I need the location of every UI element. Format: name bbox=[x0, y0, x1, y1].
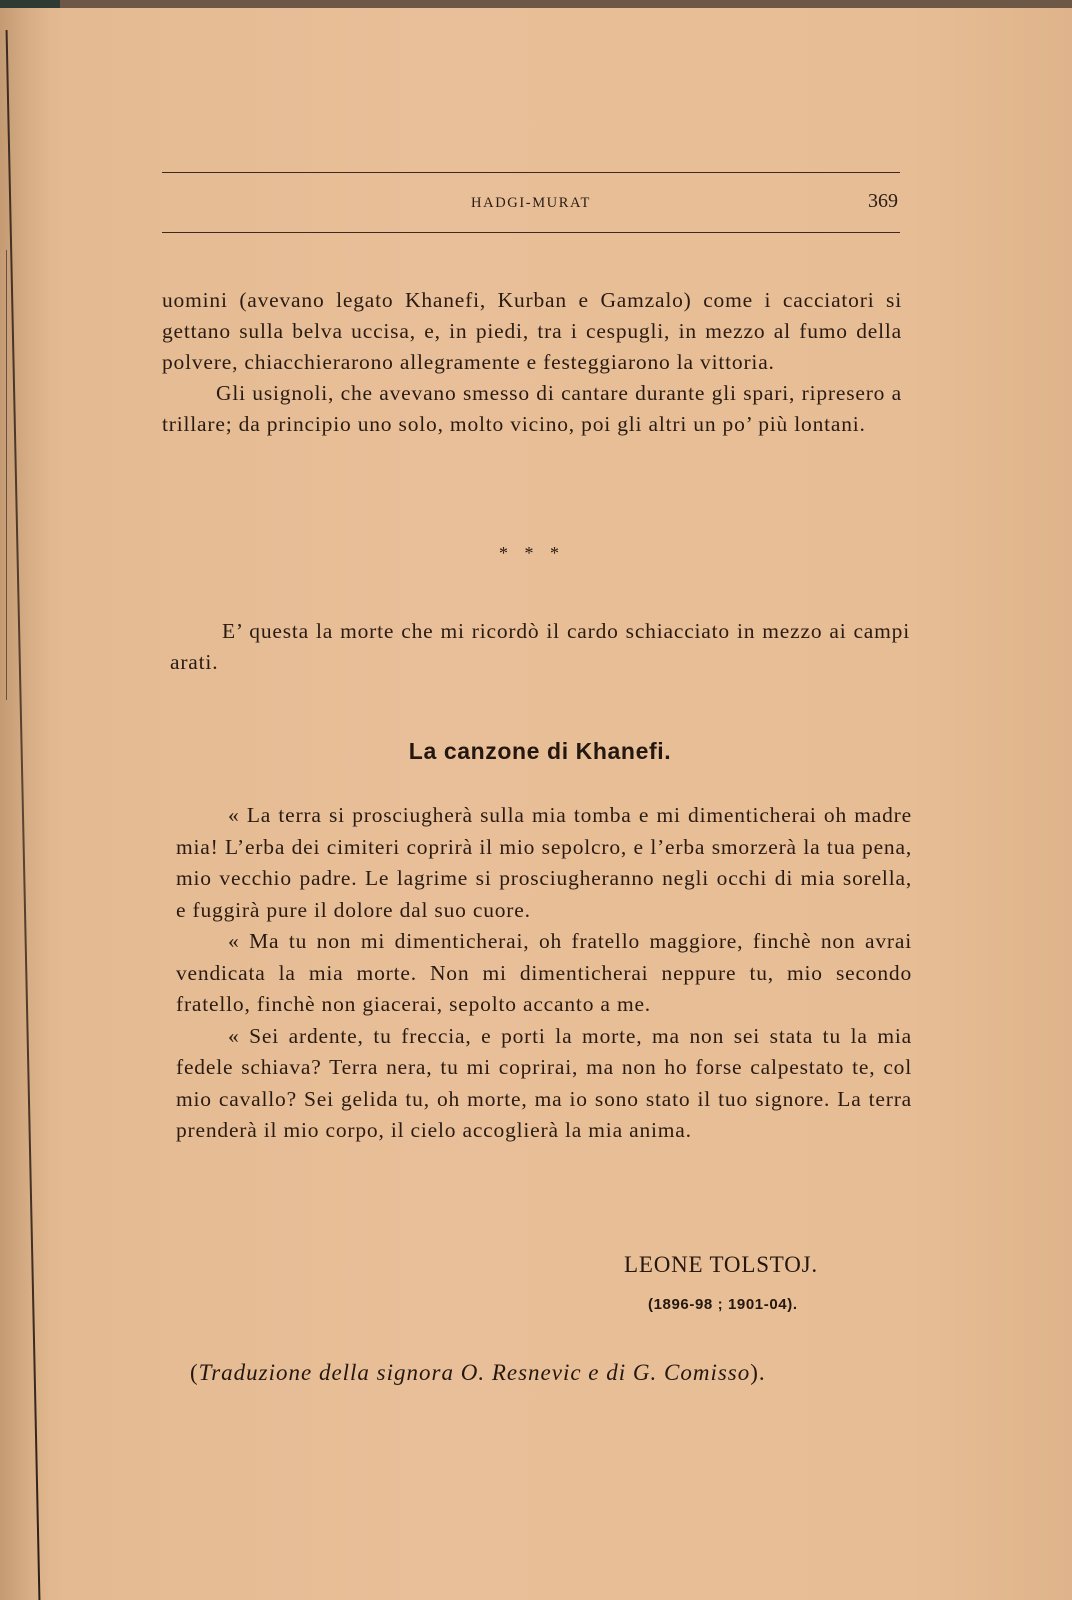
song-stanza: « Sei ardente, tu freccia, e porti la morte, ma non sei stata tu la mia fedele schiava? Terra nera, tu mi coprirai, ma non ho forse calpestato te, col mio cavallo? Sei gelida tu, oh morte, ma io sono stato il tuo signore. La terra prenderà il mio corpo, il cielo accoglierà la mia anima. bbox=[176, 1023, 912, 1142]
paragraph: E’ questa la morte che mi ricordò il cardo schiacciato in mezzo ai campi arati. bbox=[170, 619, 910, 674]
author-signature: LEONE TOLSTOJ. bbox=[624, 1252, 818, 1277]
song-stanza: « Ma tu non mi dimenticherai, oh fratello maggiore, finchè non avrai vendicata la mia morte. Non mi dimenticherai neppure tu, mio secondo fratello, finchè non giacerai, sepolto accanto a me. bbox=[176, 929, 912, 1016]
translation-close-paren: ). bbox=[750, 1360, 766, 1385]
paragraph: Gli usignoli, che avevano smesso di cantare durante gli spari, ripresero a trillare; da principio uno solo, molto vicino, poi gli altri un po’ più lontani. bbox=[162, 381, 902, 436]
translation-credit bbox=[190, 1360, 766, 1386]
running-head bbox=[162, 192, 900, 216]
page-gutter-shadow bbox=[0, 8, 50, 1600]
translation-credit-text: Traduzione della signora O. Resnevic e di G. Comisso bbox=[198, 1360, 751, 1385]
header-rule-bottom bbox=[162, 232, 900, 233]
binding-edge-secondary bbox=[6, 250, 7, 700]
header-rule-top bbox=[162, 172, 900, 173]
song-text bbox=[176, 800, 912, 1147]
running-title: HADGI-MURAT bbox=[471, 195, 591, 211]
song-stanza: « La terra si prosciugherà sulla mia tomba e mi dimenticherai oh madre mia! L’erba dei cimiteri coprirà il mio sepolcro, e l’erba smorzerà la tua pena, mio vecchio padre. Le lagrime si prosciugheranno negli occhi di mia sorella, e fuggirà pure il dolore dal suo cuore. bbox=[176, 803, 912, 922]
composition-dates: (1896-98 ; 1901-04). bbox=[648, 1296, 798, 1313]
section-separator: * * * bbox=[499, 543, 565, 563]
paragraph: uomini (avevano legato Khanefi, Kurban e Gamzalo) come i cacciatori si gettano sulla belva uccisa, e, in piedi, tra i cespugli, in mezzo al fumo della polvere, chiacchierarono allegramente e festeggiarono la vittoria. bbox=[162, 288, 902, 374]
translation-open-paren: ( bbox=[190, 1360, 199, 1385]
song-title: La canzone di Khanefi. bbox=[408, 738, 672, 764]
intro-text bbox=[162, 285, 902, 440]
death-text bbox=[170, 616, 910, 678]
page-number: 369 bbox=[868, 190, 898, 212]
